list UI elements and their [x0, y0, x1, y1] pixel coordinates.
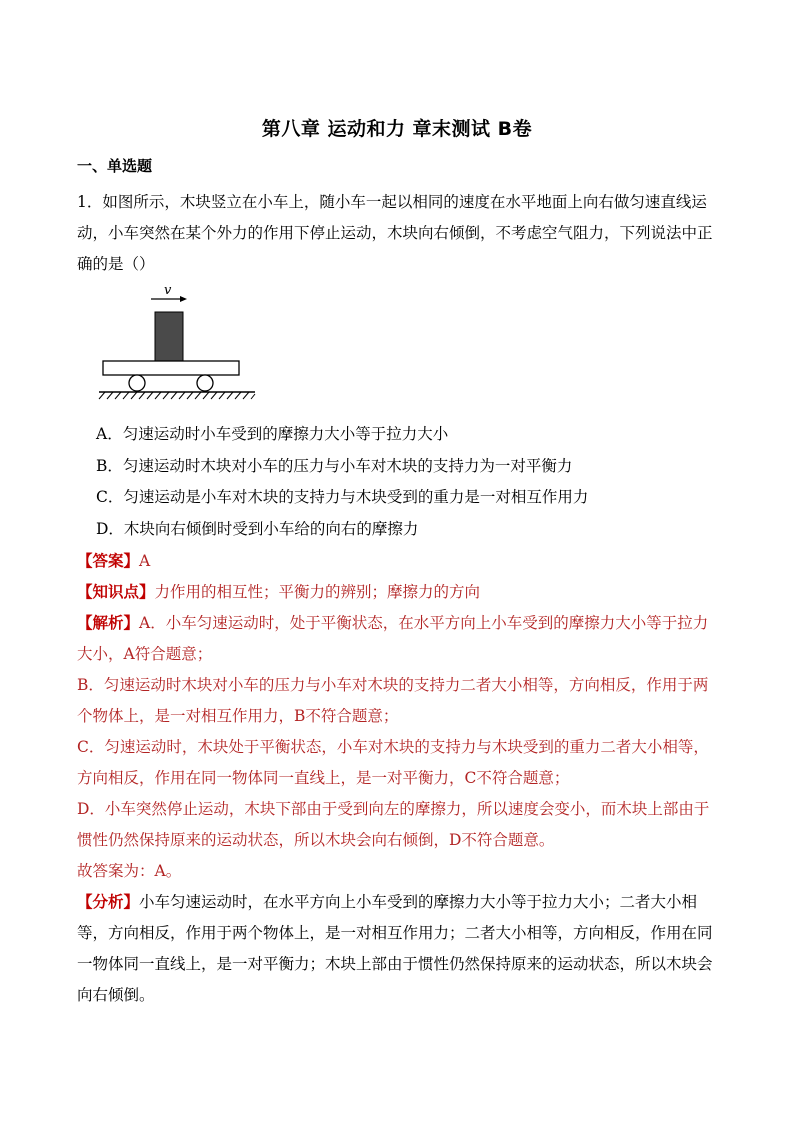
- analysis-c: C．匀速运动时，木块处于平衡状态，小车对木块的支持力与木块受到的重力二者大小相等，方向相反，作用在同一物体同一直线上，是一对平衡力，C不符合题意；: [77, 738, 709, 787]
- summary-block: [77, 886, 719, 1011]
- summary-tag: 【分析】: [77, 892, 140, 911]
- knowledge-value: 力作用的相互性；平衡力的辨别；摩擦力的方向: [154, 583, 481, 601]
- page-title: 第八章 运动和力 章末测试 B卷: [261, 118, 533, 140]
- cart-body: [103, 361, 239, 375]
- wood-block: [155, 312, 183, 361]
- knowledge-tag: 【知识点】: [77, 582, 155, 601]
- ground-hatching: [99, 392, 255, 399]
- velocity-label: v: [164, 283, 172, 298]
- answer-value: A: [139, 552, 151, 570]
- answer-tag: 【答案】: [77, 551, 140, 570]
- option-c: C．匀速运动是小车对木块的支持力与木块受到的重力是一对相互作用力: [96, 488, 589, 506]
- option-b: B．匀速运动时木块对小车的压力与小车对木块的支持力为一对平衡力: [96, 456, 573, 475]
- analysis-tag: 【解析】: [77, 613, 140, 632]
- left-wheel: [129, 375, 145, 391]
- question-text: 1．如图所示，木块竖立在小车上，随小车一起以相同的速度在水平地面上向右做匀速直线运动，小车突然在某个外力的作用下停止运动，木块向右倾倒，不考虑空气阻力，下列说法中正确的是（）: [77, 193, 713, 273]
- answer-line: [77, 545, 719, 577]
- summary-value: 小车匀速运动时，在水平方向上小车受到的摩擦力大小等于拉力大小；二者大小相等，方向相反，作用于两个物体上，是一对相互作用力；二者大小相等，方向相反，作用在同一物体同一直线上，是一对平衡力；木块上部由于惯性仍然保持原来的运动状态，所以木块会向右倾倒。: [77, 893, 713, 1004]
- analysis-conclusion: 故答案为：A。: [77, 862, 182, 880]
- options-list: [96, 419, 726, 545]
- cart-block-figure: [95, 280, 265, 406]
- option-a: A．匀速运动时小车受到的摩擦力大小等于拉力大小: [96, 425, 449, 443]
- knowledge-line: [77, 576, 719, 608]
- analysis-b: B．匀速运动时木块对小车的压力与小车对木块的支持力二者大小相等，方向相反，作用于两个物体上，是一对相互作用力，B不符合题意；: [77, 676, 709, 725]
- analysis-a: A．小车匀速运动时，处于平衡状态，在水平方向上小车受到的摩擦力大小等于拉力大小，A符合题意；: [77, 614, 709, 663]
- analysis-block: [77, 607, 719, 887]
- analysis-d: D．小车突然停止运动，木块下部由于受到向左的摩擦力，所以速度会变小，而木块上部由于惯性仍然保持原来的运动状态，所以木块会向右倾倒，D不符合题意。: [77, 800, 710, 849]
- section-heading: 一、单选题: [77, 157, 153, 175]
- right-wheel: [197, 375, 213, 391]
- velocity-arrowhead: [180, 296, 187, 302]
- option-d: D．木块向右倾倒时受到小车给的向右的摩擦力: [96, 519, 419, 538]
